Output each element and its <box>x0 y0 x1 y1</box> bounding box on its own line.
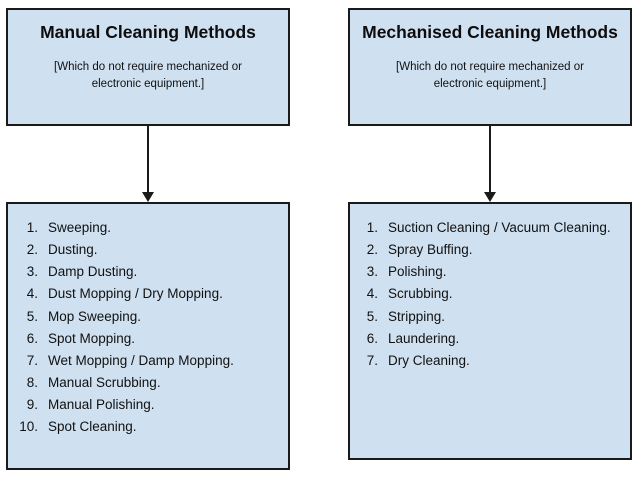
list-item <box>18 329 280 348</box>
list-item-number: 5. <box>26 308 38 324</box>
list-item-number: 1. <box>366 220 378 235</box>
list-item <box>18 262 280 281</box>
list-item <box>18 240 280 259</box>
list-item-label: Wet Mopping / Damp Mopping. <box>48 352 234 368</box>
list-item <box>18 417 280 436</box>
connector-line-manual <box>147 126 149 200</box>
list-item-number: 6. <box>366 330 378 346</box>
list-item-label: Spot Mopping. <box>48 330 136 346</box>
list-item-number: 7. <box>366 352 378 368</box>
list-item <box>18 284 280 303</box>
list-item-number: 9. <box>26 397 38 413</box>
list-item <box>18 395 280 414</box>
list-item <box>360 351 622 370</box>
arrow-head-manual <box>142 192 154 202</box>
header-title-mechanised: Mechanised Cleaning Methods <box>362 22 618 42</box>
list-item-label: Mop Sweeping. <box>48 308 142 324</box>
list-item <box>360 284 622 303</box>
list-item <box>18 218 280 237</box>
list-item-label: Spot Cleaning. <box>48 419 137 435</box>
list-item <box>360 218 622 237</box>
list-item-number: 7. <box>26 352 38 368</box>
list-item-number: 10. <box>19 419 38 435</box>
list-item <box>360 307 622 326</box>
list-item <box>18 373 280 392</box>
connector-line-mechanised <box>489 126 491 200</box>
list-item-number: 3. <box>26 264 38 280</box>
list-item <box>360 329 622 348</box>
list-item-label: Scrubbing. <box>388 286 453 302</box>
list-item-label: Suction Cleaning / Vacuum Cleaning. <box>388 220 611 235</box>
header-title-manual: Manual Cleaning Methods <box>40 22 256 42</box>
list-item-number: 2. <box>26 242 38 258</box>
list-item-label: Laundering. <box>388 330 460 346</box>
list-item <box>18 351 280 370</box>
list-item-number: 2. <box>366 242 378 258</box>
list-item-label: Damp Dusting. <box>48 264 138 280</box>
header-note-manual: [Which do not require mechanized or electronic equipment.] <box>54 61 242 90</box>
list-item-label: Sweeping. <box>48 220 112 235</box>
list-item-label: Dry Cleaning. <box>388 352 470 368</box>
mechanised-methods-list <box>360 218 622 370</box>
list-item-number: 4. <box>26 286 38 302</box>
list-item-number: 5. <box>366 308 378 324</box>
list-item-number: 8. <box>26 375 38 391</box>
list-item-label: Manual Scrubbing. <box>48 375 161 391</box>
list-item <box>360 240 622 259</box>
list-item <box>18 307 280 326</box>
list-item-label: Dust Mopping / Dry Mopping. <box>48 286 223 302</box>
list-item-number: 6. <box>26 330 38 346</box>
manual-methods-list <box>18 218 280 437</box>
list-item-number: 3. <box>366 264 378 280</box>
list-box-mechanised <box>348 202 632 460</box>
list-item-number: 1. <box>26 220 38 235</box>
list-item-label: Spray Buffing. <box>388 242 473 258</box>
list-item-label: Polishing. <box>388 264 447 280</box>
header-box-manual <box>6 8 290 126</box>
header-box-mechanised <box>348 8 632 126</box>
list-item-label: Dusting. <box>48 242 98 258</box>
header-note-mechanised: [Which do not require mechanized or electronic equipment.] <box>396 61 584 90</box>
list-item-label: Manual Polishing. <box>48 397 155 413</box>
list-item <box>360 262 622 281</box>
list-box-manual <box>6 202 290 470</box>
arrow-head-mechanised <box>484 192 496 202</box>
list-item-number: 4. <box>366 286 378 302</box>
list-item-label: Stripping. <box>388 308 446 324</box>
